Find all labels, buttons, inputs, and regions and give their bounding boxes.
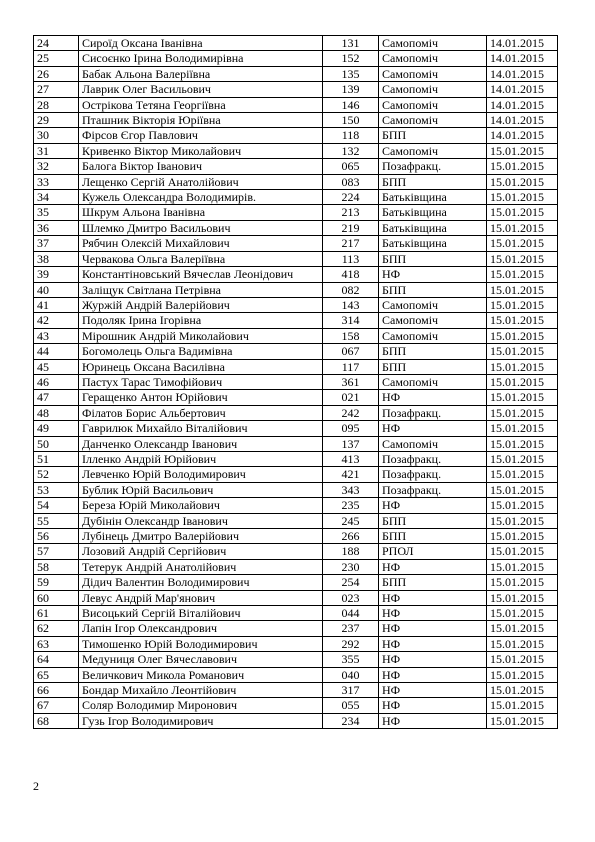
deputy-id-cell: 113 — [323, 251, 379, 266]
deputy-id-cell: 083 — [323, 174, 379, 189]
deputy-id-cell: 023 — [323, 590, 379, 605]
deputy-name-cell: Лещенко Сергій Анатолійович — [79, 174, 323, 189]
table-row — [34, 575, 558, 590]
deputy-name-cell: Червакова Ольга Валеріївна — [79, 251, 323, 266]
date-cell: 15.01.2015 — [487, 359, 558, 374]
faction-cell: Батьківщина — [379, 236, 487, 251]
row-number-cell: 51 — [34, 451, 79, 466]
table-row — [34, 143, 558, 158]
deputy-name-cell: Медуниця Олег Вячеславович — [79, 652, 323, 667]
faction-cell: Самопоміч — [379, 297, 487, 312]
deputy-name-cell: Юринець Оксана Василівна — [79, 359, 323, 374]
row-number-cell: 59 — [34, 575, 79, 590]
date-cell: 15.01.2015 — [487, 159, 558, 174]
date-cell: 15.01.2015 — [487, 220, 558, 235]
table-row — [34, 66, 558, 81]
table-row — [34, 97, 558, 112]
date-cell: 15.01.2015 — [487, 390, 558, 405]
deputy-name-cell: Бабак Альона Валеріївна — [79, 66, 323, 81]
deputy-id-cell: 152 — [323, 51, 379, 66]
table-row — [34, 451, 558, 466]
date-cell: 15.01.2015 — [487, 205, 558, 220]
deputy-name-cell: Лаврик Олег Васильович — [79, 82, 323, 97]
row-number-cell: 35 — [34, 205, 79, 220]
deputy-id-cell: 131 — [323, 36, 379, 51]
deputy-name-cell: Константіновський Вячеслав Леонідович — [79, 267, 323, 282]
deputy-id-cell: 292 — [323, 636, 379, 651]
deputy-id-cell: 213 — [323, 205, 379, 220]
deputy-name-cell: Журжій Андрій Валерійович — [79, 297, 323, 312]
faction-cell: Самопоміч — [379, 51, 487, 66]
deputy-name-cell: Тимошенко Юрій Володимирович — [79, 636, 323, 651]
date-cell: 15.01.2015 — [487, 698, 558, 713]
date-cell: 15.01.2015 — [487, 405, 558, 420]
date-cell: 15.01.2015 — [487, 575, 558, 590]
deputy-id-cell: 219 — [323, 220, 379, 235]
table-row — [34, 636, 558, 651]
faction-cell: Самопоміч — [379, 313, 487, 328]
row-number-cell: 61 — [34, 606, 79, 621]
deputy-name-cell: Лапін Ігор Олександрович — [79, 621, 323, 636]
faction-cell: НФ — [379, 713, 487, 728]
table-row — [34, 529, 558, 544]
date-cell: 15.01.2015 — [487, 344, 558, 359]
row-number-cell: 39 — [34, 267, 79, 282]
faction-cell: НФ — [379, 683, 487, 698]
deputy-name-cell: Бондар Михайло Леонтійович — [79, 683, 323, 698]
deputy-name-cell: Дубінін Олександр Іванович — [79, 513, 323, 528]
row-number-cell: 36 — [34, 220, 79, 235]
row-number-cell: 48 — [34, 405, 79, 420]
deputy-name-cell: Данченко Олександр Іванович — [79, 436, 323, 451]
faction-cell: БПП — [379, 174, 487, 189]
row-number-cell: 52 — [34, 467, 79, 482]
table-row — [34, 374, 558, 389]
deputy-name-cell: Філатов Борис Альбертович — [79, 405, 323, 420]
table-row — [34, 621, 558, 636]
deputy-id-cell: 137 — [323, 436, 379, 451]
page-number: 2 — [33, 779, 39, 793]
date-cell: 15.01.2015 — [487, 451, 558, 466]
deputy-name-cell: Острікова Тетяна Георгіївна — [79, 97, 323, 112]
date-cell: 15.01.2015 — [487, 374, 558, 389]
row-number-cell: 66 — [34, 683, 79, 698]
faction-cell: НФ — [379, 652, 487, 667]
row-number-cell: 42 — [34, 313, 79, 328]
table-row — [34, 297, 558, 312]
deputy-id-cell: 118 — [323, 128, 379, 143]
deputy-id-cell: 235 — [323, 498, 379, 513]
faction-cell: НФ — [379, 590, 487, 605]
date-cell: 15.01.2015 — [487, 683, 558, 698]
deputy-id-cell: 224 — [323, 190, 379, 205]
deputy-id-cell: 237 — [323, 621, 379, 636]
row-number-cell: 26 — [34, 66, 79, 81]
deputy-name-cell: Геращенко Антон Юрійович — [79, 390, 323, 405]
faction-cell: БПП — [379, 575, 487, 590]
row-number-cell: 30 — [34, 128, 79, 143]
date-cell: 15.01.2015 — [487, 636, 558, 651]
deputy-name-cell: Береза Юрій Миколайович — [79, 498, 323, 513]
date-cell: 15.01.2015 — [487, 174, 558, 189]
faction-cell: Позафракц. — [379, 467, 487, 482]
table-row — [34, 313, 558, 328]
deputy-id-cell: 343 — [323, 482, 379, 497]
deputy-name-cell: Тетерук Андрій Анатолійович — [79, 559, 323, 574]
deputy-name-cell: Левченко Юрій Володимирович — [79, 467, 323, 482]
deputy-name-cell: Подоляк Ірина Ігорівна — [79, 313, 323, 328]
faction-cell: НФ — [379, 267, 487, 282]
faction-cell: БПП — [379, 344, 487, 359]
row-number-cell: 24 — [34, 36, 79, 51]
table-row — [34, 174, 558, 189]
row-number-cell: 28 — [34, 97, 79, 112]
table-row — [34, 282, 558, 297]
deputy-id-cell: 245 — [323, 513, 379, 528]
date-cell: 15.01.2015 — [487, 498, 558, 513]
table-row — [34, 698, 558, 713]
deputy-id-cell: 095 — [323, 421, 379, 436]
deputy-id-cell: 146 — [323, 97, 379, 112]
table-row — [34, 267, 558, 282]
row-number-cell: 37 — [34, 236, 79, 251]
deputy-id-cell: 117 — [323, 359, 379, 374]
table-body — [34, 36, 558, 729]
table-row — [34, 220, 558, 235]
row-number-cell: 63 — [34, 636, 79, 651]
row-number-cell: 46 — [34, 374, 79, 389]
faction-cell: НФ — [379, 498, 487, 513]
deputy-id-cell: 132 — [323, 143, 379, 158]
date-cell: 15.01.2015 — [487, 236, 558, 251]
row-number-cell: 47 — [34, 390, 79, 405]
date-cell: 14.01.2015 — [487, 97, 558, 112]
faction-cell: Позафракц. — [379, 451, 487, 466]
table-row — [34, 113, 558, 128]
date-cell: 15.01.2015 — [487, 297, 558, 312]
row-number-cell: 44 — [34, 344, 79, 359]
faction-cell: Позафракц. — [379, 482, 487, 497]
table-row — [34, 128, 558, 143]
table-row — [34, 82, 558, 97]
table-row — [34, 359, 558, 374]
deputy-name-cell: Богомолець Ольга Вадимівна — [79, 344, 323, 359]
faction-cell: Позафракц. — [379, 159, 487, 174]
date-cell: 15.01.2015 — [487, 529, 558, 544]
deputy-name-cell: Шкрум Альона Іванівна — [79, 205, 323, 220]
table-row — [34, 652, 558, 667]
deputy-name-cell: Мірошник Андрій Миколайович — [79, 328, 323, 343]
deputy-id-cell: 413 — [323, 451, 379, 466]
date-cell: 15.01.2015 — [487, 190, 558, 205]
faction-cell: Самопоміч — [379, 374, 487, 389]
date-cell: 15.01.2015 — [487, 559, 558, 574]
faction-cell: Самопоміч — [379, 97, 487, 112]
table-row — [34, 236, 558, 251]
deputy-id-cell: 135 — [323, 66, 379, 81]
table-row — [34, 159, 558, 174]
table-row — [34, 606, 558, 621]
faction-cell: БПП — [379, 251, 487, 266]
deputy-name-cell: Левус Андрій Мар'янович — [79, 590, 323, 605]
row-number-cell: 25 — [34, 51, 79, 66]
table-row — [34, 51, 558, 66]
row-number-cell: 49 — [34, 421, 79, 436]
deputy-name-cell: Гузь Ігор Володимирович — [79, 713, 323, 728]
table-row — [34, 190, 558, 205]
deputy-id-cell: 217 — [323, 236, 379, 251]
deputy-id-cell: 355 — [323, 652, 379, 667]
table-row — [34, 667, 558, 682]
row-number-cell: 41 — [34, 297, 79, 312]
deputy-name-cell: Шлемко Дмитро Васильович — [79, 220, 323, 235]
deputy-id-cell: 242 — [323, 405, 379, 420]
faction-cell: НФ — [379, 559, 487, 574]
row-number-cell: 65 — [34, 667, 79, 682]
table-row — [34, 344, 558, 359]
faction-cell: Самопоміч — [379, 82, 487, 97]
deputy-id-cell: 055 — [323, 698, 379, 713]
date-cell: 15.01.2015 — [487, 652, 558, 667]
table-row — [34, 498, 558, 513]
date-cell: 15.01.2015 — [487, 713, 558, 728]
date-cell: 15.01.2015 — [487, 544, 558, 559]
faction-cell: НФ — [379, 606, 487, 621]
deputy-id-cell: 421 — [323, 467, 379, 482]
table-row — [34, 544, 558, 559]
faction-cell: Самопоміч — [379, 143, 487, 158]
deputy-name-cell: Дідич Валентин Володимирович — [79, 575, 323, 590]
date-cell: 14.01.2015 — [487, 51, 558, 66]
deputy-id-cell: 188 — [323, 544, 379, 559]
deputy-id-cell: 044 — [323, 606, 379, 621]
faction-cell: НФ — [379, 636, 487, 651]
faction-cell: НФ — [379, 667, 487, 682]
date-cell: 15.01.2015 — [487, 421, 558, 436]
faction-cell: БПП — [379, 513, 487, 528]
date-cell: 15.01.2015 — [487, 313, 558, 328]
row-number-cell: 57 — [34, 544, 79, 559]
table-row — [34, 205, 558, 220]
date-cell: 15.01.2015 — [487, 667, 558, 682]
faction-cell: Самопоміч — [379, 328, 487, 343]
deputy-id-cell: 254 — [323, 575, 379, 590]
date-cell: 15.01.2015 — [487, 143, 558, 158]
row-number-cell: 55 — [34, 513, 79, 528]
table-row — [34, 713, 558, 728]
date-cell: 14.01.2015 — [487, 113, 558, 128]
faction-cell: Самопоміч — [379, 66, 487, 81]
deputy-id-cell: 418 — [323, 267, 379, 282]
deputy-name-cell: Кужель Олександра Володимирів. — [79, 190, 323, 205]
row-number-cell: 32 — [34, 159, 79, 174]
deputy-id-cell: 065 — [323, 159, 379, 174]
row-number-cell: 58 — [34, 559, 79, 574]
deputy-name-cell: Рябчин Олексій Михайлович — [79, 236, 323, 251]
faction-cell: БПП — [379, 282, 487, 297]
faction-cell: Батьківщина — [379, 220, 487, 235]
faction-cell: Самопоміч — [379, 436, 487, 451]
faction-cell: НФ — [379, 421, 487, 436]
table-row — [34, 421, 558, 436]
deputy-id-cell: 314 — [323, 313, 379, 328]
row-number-cell: 67 — [34, 698, 79, 713]
deputy-name-cell: Величкович Микола Романович — [79, 667, 323, 682]
row-number-cell: 31 — [34, 143, 79, 158]
faction-cell: РПОЛ — [379, 544, 487, 559]
deputy-id-cell: 067 — [323, 344, 379, 359]
row-number-cell: 34 — [34, 190, 79, 205]
deputy-name-cell: Бублик Юрій Васильович — [79, 482, 323, 497]
date-cell: 15.01.2015 — [487, 467, 558, 482]
date-cell: 15.01.2015 — [487, 621, 558, 636]
table-row — [34, 683, 558, 698]
deputies-table — [33, 35, 558, 729]
table-row — [34, 436, 558, 451]
deputy-id-cell: 361 — [323, 374, 379, 389]
table-row — [34, 328, 558, 343]
faction-cell: Самопоміч — [379, 113, 487, 128]
table-row — [34, 251, 558, 266]
date-cell: 15.01.2015 — [487, 513, 558, 528]
deputy-name-cell: Ілленко Андрій Юрійович — [79, 451, 323, 466]
table-row — [34, 467, 558, 482]
table-row — [34, 405, 558, 420]
table-row — [34, 559, 558, 574]
date-cell: 14.01.2015 — [487, 82, 558, 97]
table-row — [34, 513, 558, 528]
date-cell: 15.01.2015 — [487, 436, 558, 451]
deputy-name-cell: Балога Віктор Іванович — [79, 159, 323, 174]
date-cell: 15.01.2015 — [487, 606, 558, 621]
row-number-cell: 68 — [34, 713, 79, 728]
date-cell: 15.01.2015 — [487, 482, 558, 497]
row-number-cell: 29 — [34, 113, 79, 128]
date-cell: 14.01.2015 — [487, 66, 558, 81]
date-cell: 14.01.2015 — [487, 36, 558, 51]
faction-cell: НФ — [379, 390, 487, 405]
row-number-cell: 60 — [34, 590, 79, 605]
deputy-name-cell: Кривенко Віктор Миколайович — [79, 143, 323, 158]
table-row — [34, 590, 558, 605]
faction-cell: БПП — [379, 128, 487, 143]
row-number-cell: 54 — [34, 498, 79, 513]
deputy-name-cell: Заліщук Світлана Петрівна — [79, 282, 323, 297]
row-number-cell: 50 — [34, 436, 79, 451]
faction-cell: Батьківщина — [379, 190, 487, 205]
table-row — [34, 36, 558, 51]
deputy-name-cell: Фірсов Єгор Павлович — [79, 128, 323, 143]
row-number-cell: 53 — [34, 482, 79, 497]
date-cell: 15.01.2015 — [487, 251, 558, 266]
faction-cell: НФ — [379, 621, 487, 636]
deputy-name-cell: Лозовий Андрій Сергійович — [79, 544, 323, 559]
row-number-cell: 40 — [34, 282, 79, 297]
row-number-cell: 64 — [34, 652, 79, 667]
row-number-cell: 33 — [34, 174, 79, 189]
deputy-id-cell: 266 — [323, 529, 379, 544]
deputy-id-cell: 150 — [323, 113, 379, 128]
faction-cell: НФ — [379, 698, 487, 713]
row-number-cell: 27 — [34, 82, 79, 97]
deputy-name-cell: Сисоєнко Ірина Володимирівна — [79, 51, 323, 66]
deputy-id-cell: 082 — [323, 282, 379, 297]
row-number-cell: 38 — [34, 251, 79, 266]
deputy-id-cell: 143 — [323, 297, 379, 312]
deputy-id-cell: 234 — [323, 713, 379, 728]
date-cell: 15.01.2015 — [487, 282, 558, 297]
deputy-name-cell: Пташник Вікторія Юріївна — [79, 113, 323, 128]
deputy-name-cell: Сироїд Оксана Іванівна — [79, 36, 323, 51]
date-cell: 15.01.2015 — [487, 590, 558, 605]
deputy-id-cell: 230 — [323, 559, 379, 574]
table-row — [34, 482, 558, 497]
row-number-cell: 45 — [34, 359, 79, 374]
deputy-name-cell: Соляр Володимир Миронович — [79, 698, 323, 713]
deputy-id-cell: 317 — [323, 683, 379, 698]
faction-cell: Батьківщина — [379, 205, 487, 220]
faction-cell: БПП — [379, 529, 487, 544]
date-cell: 15.01.2015 — [487, 328, 558, 343]
deputy-id-cell: 040 — [323, 667, 379, 682]
table-row — [34, 390, 558, 405]
deputy-name-cell: Гаврилюк Михайло Віталійович — [79, 421, 323, 436]
row-number-cell: 56 — [34, 529, 79, 544]
row-number-cell: 43 — [34, 328, 79, 343]
deputy-id-cell: 021 — [323, 390, 379, 405]
date-cell: 15.01.2015 — [487, 267, 558, 282]
deputy-name-cell: Висоцький Сергій Віталійович — [79, 606, 323, 621]
deputy-name-cell: Лубінець Дмитро Валерійович — [79, 529, 323, 544]
faction-cell: БПП — [379, 359, 487, 374]
date-cell: 14.01.2015 — [487, 128, 558, 143]
faction-cell: Самопоміч — [379, 36, 487, 51]
row-number-cell: 62 — [34, 621, 79, 636]
deputy-id-cell: 158 — [323, 328, 379, 343]
deputy-name-cell: Пастух Тарас Тимофійович — [79, 374, 323, 389]
deputy-id-cell: 139 — [323, 82, 379, 97]
faction-cell: Позафракц. — [379, 405, 487, 420]
